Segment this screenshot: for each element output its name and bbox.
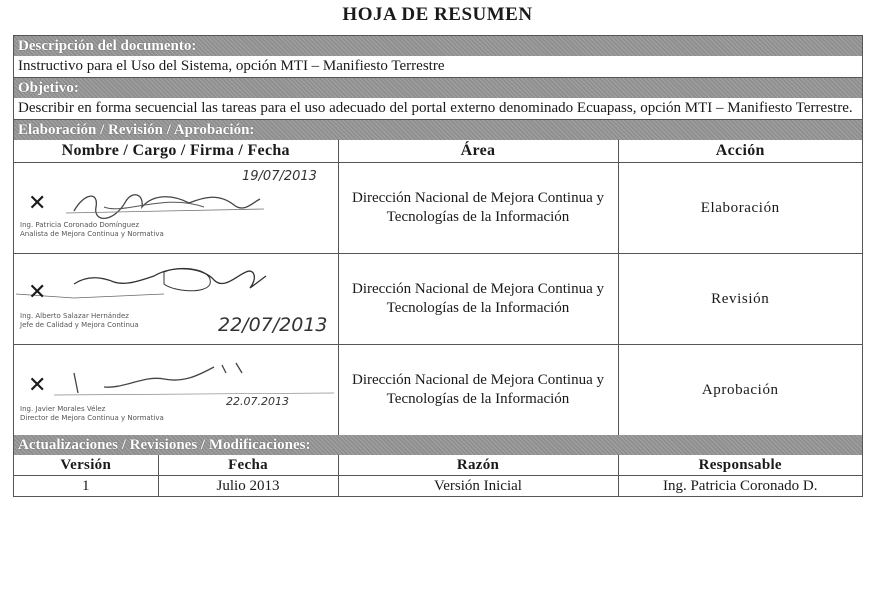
summary-sheet (13, 35, 863, 497)
accion-cell: Aprobación (618, 345, 862, 436)
signature-mark-icon: ✕ (28, 373, 47, 398)
accion-cell: Elaboración (618, 163, 862, 254)
signer-role: Analista de Mejora Continua y Normativa (20, 230, 164, 238)
column-header-razon: Razón (338, 455, 618, 476)
descripcion-text: Instructivo para el Uso del Sistema, opción MTI – Manifiesto Terrestre (14, 56, 862, 78)
signature-mark-icon: ✕ (28, 280, 47, 305)
signer-name: Ing. Patricia Coronado Domínguez (20, 221, 140, 229)
signature-date: 22/07/2013 (218, 314, 328, 336)
version-cell: 1 (14, 476, 158, 497)
column-header-area: Área (338, 140, 618, 163)
page-title: HOJA DE RESUMEN (342, 4, 533, 25)
signer-name: Ing. Alberto Salazar Hernández (20, 312, 129, 320)
area-cell: Dirección Nacional de Mejora Continua y Tecnologías de la Información (338, 163, 618, 254)
area-cell: Dirección Nacional de Mejora Continua y Tecnologías de la Información (338, 345, 618, 436)
area-cell: Dirección Nacional de Mejora Continua y Tecnologías de la Información (338, 254, 618, 345)
signer-name: Ing. Javier Morales Vélez (20, 405, 106, 413)
table-row (14, 476, 862, 497)
column-header-accion: Acción (618, 140, 862, 163)
column-header-fecha: Fecha (158, 455, 338, 476)
signature-mark-icon: ✕ (28, 191, 47, 216)
accion-cell: Revisión (618, 254, 862, 345)
signature-cell (14, 163, 338, 254)
signature-cell (14, 345, 338, 436)
signer-role: Jefe de Calidad y Mejora Continua (20, 321, 139, 329)
signature-date: 19/07/2013 (242, 169, 317, 184)
signature-cell (14, 254, 338, 345)
revisions-table (14, 455, 862, 496)
section-heading-actualizaciones: Actualizaciones / Revisiones / Modificaciones: (14, 435, 862, 455)
section-heading-descripcion: Descripción del documento: (14, 36, 862, 56)
razon-cell: Versión Inicial (338, 476, 618, 497)
column-header-version: Versión (14, 455, 158, 476)
table-row (14, 254, 862, 345)
signature-date: 22.07.2013 (226, 395, 289, 408)
signer-role: Director de Mejora Continua y Normativa (20, 414, 164, 422)
section-heading-objetivo: Objetivo: (14, 78, 862, 98)
section-heading-elaboracion: Elaboración / Revisión / Aprobación: (14, 120, 862, 140)
column-header-responsable: Responsable (618, 455, 862, 476)
fecha-cell: Julio 2013 (158, 476, 338, 497)
objetivo-text: Describir en forma secuencial las tareas para el uso adecuado del portal externo denominado Ecuapass, opción MTI – Manifiesto Terrestre. (14, 98, 862, 120)
table-row (14, 163, 862, 254)
table-row (14, 345, 862, 436)
column-header-nombre: Nombre / Cargo / Firma / Fecha (14, 140, 338, 163)
approval-table (14, 140, 862, 435)
responsable-cell: Ing. Patricia Coronado D. (618, 476, 862, 497)
